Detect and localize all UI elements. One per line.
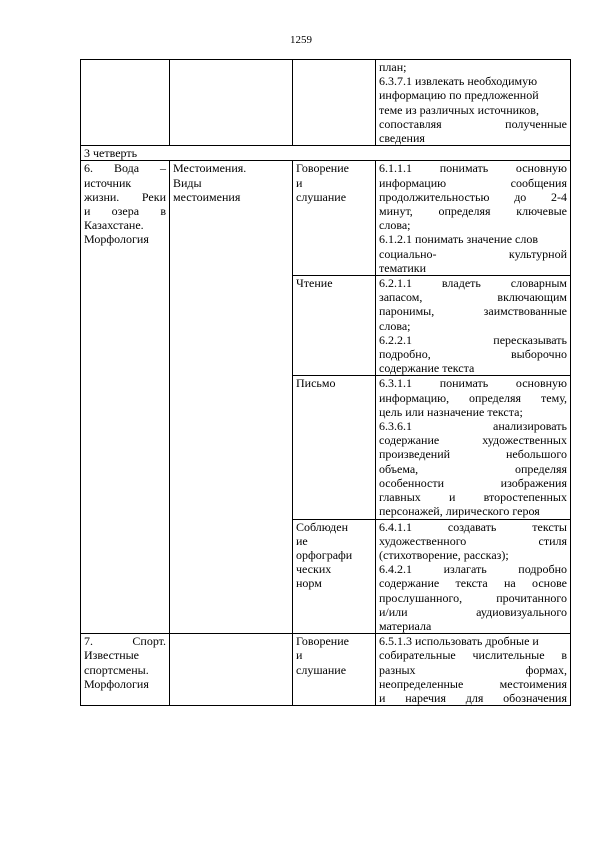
cell-objectives-spelling [376, 519, 571, 634]
text-line: Морфология [84, 232, 149, 247]
text-line: и [296, 648, 303, 663]
cell-skill-spelling [293, 519, 376, 634]
cell-skill-speaking [293, 161, 376, 276]
text-line: орфографи [296, 547, 353, 562]
text-line: 6.4.1.1 создавать тексты [379, 519, 567, 534]
text-line: особенности изображения [379, 475, 567, 490]
text-line: 6.3.1.1 понимать основную [379, 376, 567, 391]
text-line: информацию сообщения [379, 175, 567, 190]
text-line: Говорение [296, 634, 349, 649]
cell-grammar-unit-6 [170, 161, 293, 634]
text-line: информацию по предложенной [379, 88, 539, 103]
table-row-continuation [81, 60, 571, 146]
table-row-unit-7 [81, 634, 571, 706]
cell-skill-unit-7 [293, 634, 376, 706]
text-line: продолжительностью до 2-4 [379, 189, 567, 204]
text-line: Виды [173, 175, 202, 190]
text-line: содержание художественных [379, 433, 567, 448]
text-line: запасом, включающим [379, 290, 567, 305]
text-line: 6.4.2.1 излагать подробно [379, 562, 567, 577]
cell-skill-writing [293, 376, 376, 519]
text-line: слова; [379, 218, 411, 233]
cell-objectives-reading [376, 276, 571, 376]
cell-objectives-speaking [376, 161, 571, 276]
text-line: норм [296, 576, 322, 591]
text-line: Соблюден [296, 519, 349, 534]
text-line: 6.1.2.1 понимать значение слов [379, 232, 539, 247]
curriculum-table [80, 59, 571, 706]
text-line: 6.2.1.1 владеть словарным [379, 276, 567, 291]
text-line: слушание [296, 189, 347, 204]
text-line: разных формах, [379, 662, 567, 677]
text-line: (стихотворение, рассказ); [379, 547, 509, 562]
text-line: 6.5.1.3 использовать дробные и [379, 634, 539, 649]
text-line: ие [296, 533, 308, 548]
text-line: спортсмены. [84, 662, 149, 677]
text-line: цель или назначение текста; [379, 404, 523, 419]
text-line: 6.3.6.1 анализировать [379, 419, 567, 434]
text-line: 6.1.1.1 понимать основную [379, 161, 567, 176]
text-line: и наречия для обозначения [379, 690, 567, 705]
text-line: 6.2.2.1 пересказывать [379, 332, 567, 347]
text-line: социально- культурной [379, 246, 567, 261]
text-line: и [296, 175, 303, 190]
cell-skill-reading [293, 276, 376, 376]
text-line: содержание текста на основе [379, 576, 567, 591]
text-line: слушание [296, 662, 347, 677]
table-row-unit-6 [81, 161, 571, 276]
text-line: Письмо [296, 376, 336, 391]
text-line: художественного стиля [379, 533, 567, 548]
quarter-row [81, 146, 571, 161]
text-line: теме из различных источников, [379, 102, 539, 117]
text-line: собирательные числительные в [379, 648, 567, 663]
cell-objectives-writing [376, 376, 571, 519]
page-number: 1259 [290, 34, 312, 46]
text-line: Местоимения. [173, 161, 247, 176]
text-line: и озера в [84, 204, 166, 219]
text-line: и/или аудиовизуального [379, 604, 567, 619]
cell-grammar-unit-7 [170, 634, 293, 706]
text-line: слова; [379, 318, 411, 333]
cell-objectives-unit-7 [376, 634, 571, 706]
text-line: главных и второстепенных [379, 490, 567, 505]
text-line: сопоставляя полученные [379, 116, 567, 131]
text-line: Говорение [296, 161, 349, 176]
text-line: Известные [84, 648, 140, 663]
text-line: жизни. Реки [84, 189, 166, 204]
text-line: ческих [296, 562, 332, 577]
cell-objectives [376, 60, 571, 146]
text-line: паронимы, заимствованные [379, 304, 567, 319]
text-line: Морфология [84, 676, 149, 691]
text-line: источник [84, 175, 132, 190]
text-line: Казахстане. [84, 218, 144, 233]
text-line: подробно, выборочно [379, 347, 567, 362]
text-line: 6.3.7.1 извлекать необходимую [379, 74, 538, 89]
text-line: план; [379, 60, 407, 74]
text-line: произведений небольшого [379, 447, 567, 462]
text-line: минут, определяя ключевые [379, 204, 567, 219]
text-line: Чтение [296, 276, 333, 291]
text-line: сведения [379, 131, 425, 146]
cell-skill [293, 60, 376, 146]
cell-topic-unit-7 [81, 634, 170, 706]
text-line: содержание текста [379, 361, 475, 376]
text-line: 7. Спорт. [84, 634, 166, 649]
quarter-heading: 3 четверть [81, 146, 571, 161]
cell-topic-unit-6 [81, 161, 170, 634]
cell-topic [81, 60, 170, 146]
text-line: 6. Вода – [84, 161, 166, 176]
text-line: прослушанного, прочитанного [379, 590, 567, 605]
text-line: тематики [379, 260, 427, 275]
text-line: материала [379, 618, 432, 633]
text-line: информацию, определяя тему, [379, 390, 567, 405]
text-line: местоимения [173, 189, 241, 204]
text-line: объема, определяя [379, 461, 567, 476]
cell-grammar [170, 60, 293, 146]
text-line: персонажей, лирического героя [379, 504, 540, 519]
text-line: неопределенные местоимения [379, 676, 567, 691]
